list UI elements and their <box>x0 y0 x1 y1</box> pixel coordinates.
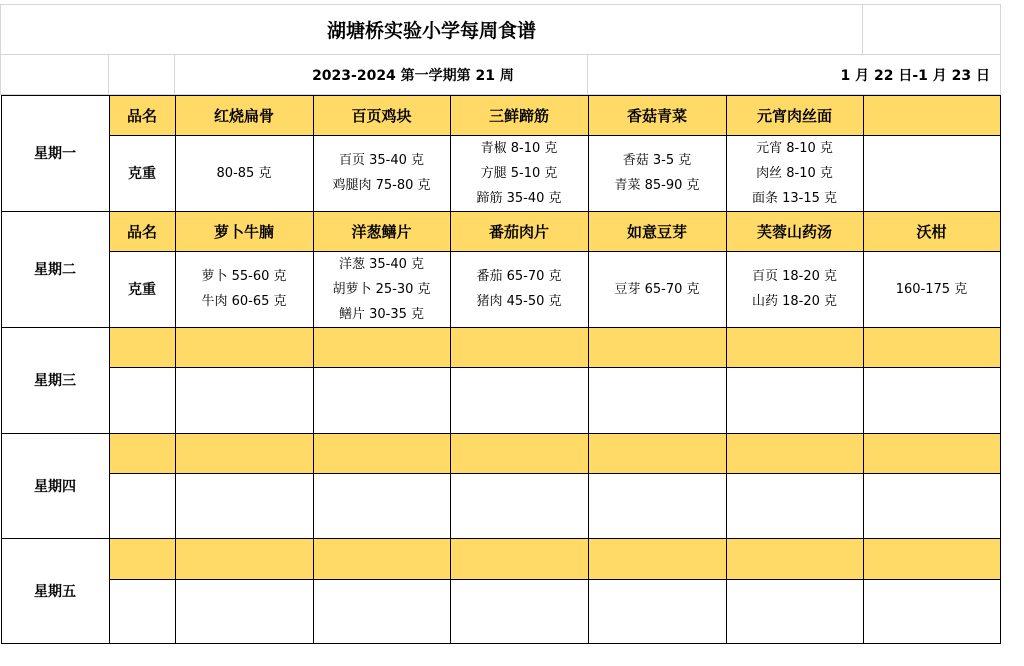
dish-weight-cell <box>450 473 588 538</box>
dish-name-cell <box>588 538 726 579</box>
term-label: 2023-2024 第一学期第 21 周 <box>312 67 514 84</box>
ingredient-weight: 萝卜 55-60 克 <box>201 269 287 284</box>
dish-name-cell <box>313 538 450 579</box>
dish-name: 红烧扁骨 <box>213 106 274 125</box>
page-title: 湖塘桥实验小学每周食谱 <box>326 20 536 42</box>
dish-name: 元宵肉丝面 <box>756 106 832 125</box>
ingredient-weight: 方腿 5-10 克 <box>480 165 558 181</box>
grid-line <box>450 95 451 643</box>
ingredient-weight: 鸡腿肉 75-80 克 <box>332 178 431 193</box>
day-label-cell <box>1 327 109 433</box>
row-label-name <box>109 211 175 251</box>
ingredient-weight: 肉丝 8-10 克 <box>756 165 833 181</box>
dish-weight-cell <box>450 579 588 643</box>
subheader-blank-2 <box>108 54 175 95</box>
term-cell <box>174 54 588 95</box>
ingredient-weight: 80-85 克 <box>216 165 272 181</box>
dish-weight-cell <box>313 135 450 211</box>
dish-weight-cell <box>863 579 1000 643</box>
dish-weight-cell <box>450 251 588 327</box>
grid-line <box>313 95 314 643</box>
dish-weight-cell <box>175 473 313 538</box>
ingredient-weight: 番茄 65-70 克 <box>476 269 562 284</box>
ingredient-weight: 鳝片 30-35 克 <box>338 306 425 322</box>
row-label-weight <box>109 367 175 433</box>
grid-line <box>863 95 864 643</box>
row-label-name <box>109 95 175 135</box>
ingredient-weight: 香菇 3-5 克 <box>622 153 692 168</box>
dish-name-cell <box>175 95 313 135</box>
row-label-name <box>109 327 175 367</box>
dish-name-cell <box>863 433 1000 473</box>
dish-name-cell <box>313 95 450 135</box>
ingredient-weight: 160-175 克 <box>895 281 968 297</box>
date-cell <box>587 54 1001 95</box>
row-label-weight <box>109 473 175 538</box>
dish-weight-cell <box>175 251 313 327</box>
dish-name-cell <box>863 538 1000 579</box>
subheader-blank-1 <box>0 54 109 95</box>
dish-weight-cell <box>863 367 1000 433</box>
dish-name: 芙蓉山药汤 <box>756 222 832 241</box>
row-label-name <box>109 538 175 579</box>
title-cell <box>0 4 863 55</box>
dish-name-cell <box>313 211 450 251</box>
day-label-cell <box>1 538 109 643</box>
dish-name-cell <box>313 327 450 367</box>
dish-weight-cell <box>726 251 863 327</box>
grid-line <box>1 211 1001 212</box>
grid-line <box>175 95 176 643</box>
dish-name-cell <box>175 538 313 579</box>
dish-name: 萝卜牛腩 <box>213 222 274 241</box>
dish-weight-cell <box>313 367 450 433</box>
dish-name: 洋葱鳝片 <box>351 222 412 241</box>
dish-name: 三鲜蹄筋 <box>488 106 549 125</box>
dish-weight-cell <box>175 135 313 211</box>
ingredient-weight: 山药 18-20 克 <box>751 294 838 309</box>
dish-name: 香菇青菜 <box>626 106 687 125</box>
ingredient-weight: 牛肉 60-65 克 <box>201 294 287 309</box>
dish-weight-cell <box>588 251 726 327</box>
grid-line <box>109 135 1001 136</box>
day-label: 星期一 <box>34 146 76 162</box>
grid-line <box>1 327 1001 328</box>
dish-weight-cell <box>450 367 588 433</box>
dish-name-cell <box>588 211 726 251</box>
grid-line <box>109 367 1001 368</box>
dish-name-cell <box>450 211 588 251</box>
dish-name: 百页鸡块 <box>351 106 412 125</box>
dish-weight-cell <box>588 579 726 643</box>
dish-name: 如意豆芽 <box>626 222 687 241</box>
dish-name-cell <box>726 95 863 135</box>
ingredient-weight: 胡萝卜 25-30 克 <box>332 281 431 297</box>
day-label-cell <box>1 211 109 327</box>
ingredient-weight: 豆芽 65-70 克 <box>614 281 700 297</box>
dish-name-cell <box>588 433 726 473</box>
grid-line <box>1 95 1001 96</box>
dish-weight-cell <box>175 367 313 433</box>
row-label-weight <box>109 251 175 327</box>
grid-line <box>109 473 1001 474</box>
ingredient-weight: 元宵 8-10 克 <box>756 140 833 156</box>
grid-line <box>1 433 1001 434</box>
dish-weight-cell <box>863 135 1000 211</box>
name-label: 品名 <box>126 106 157 125</box>
dish-weight-cell <box>313 251 450 327</box>
day-label: 星期三 <box>34 373 76 389</box>
dish-weight-cell <box>863 473 1000 538</box>
day-label: 星期五 <box>34 583 76 600</box>
dish-name-cell <box>726 327 863 367</box>
dish-name-cell <box>450 433 588 473</box>
grid-line <box>588 95 589 643</box>
day-label-cell <box>1 95 109 211</box>
dish-name-cell <box>450 538 588 579</box>
dish-name-cell <box>726 538 863 579</box>
dish-name-cell <box>726 211 863 251</box>
ingredient-weight: 面条 13-15 克 <box>751 190 838 206</box>
dish-name-cell <box>450 95 588 135</box>
dish-name-cell <box>863 95 1000 135</box>
dish-weight-cell <box>175 579 313 643</box>
dish-name-cell <box>313 433 450 473</box>
dish-weight-cell <box>863 251 1000 327</box>
ingredient-weight: 百页 18-20 克 <box>751 269 838 284</box>
date-range: 1 月 22 日-1 月 23 日 <box>840 67 990 84</box>
day-label-cell <box>1 433 109 538</box>
dish-weight-cell <box>588 135 726 211</box>
dish-name-cell <box>450 327 588 367</box>
grid-line <box>109 95 110 643</box>
dish-weight-cell <box>726 473 863 538</box>
dish-name-cell <box>175 433 313 473</box>
grid-line <box>726 95 727 643</box>
day-label: 星期四 <box>34 478 76 495</box>
row-label-weight <box>109 579 175 643</box>
dish-weight-cell <box>726 367 863 433</box>
row-label-name <box>109 433 175 473</box>
ingredient-weight: 青菜 85-90 克 <box>614 178 700 193</box>
ingredient-weight: 洋葱 35-40 克 <box>338 256 425 272</box>
grid-line <box>1 538 1001 539</box>
dish-weight-cell <box>726 135 863 211</box>
grid-line <box>1000 95 1001 643</box>
dish-name-cell <box>863 327 1000 367</box>
row-label-weight <box>109 135 175 211</box>
dish-weight-cell <box>588 367 726 433</box>
ingredient-weight: 百页 35-40 克 <box>338 153 425 168</box>
weight-label: 克重 <box>128 282 156 298</box>
ingredient-weight: 猪肉 45-50 克 <box>476 294 562 309</box>
dish-weight-cell <box>313 473 450 538</box>
ingredient-weight: 蹄筋 35-40 克 <box>476 190 562 206</box>
dish-name-cell <box>588 95 726 135</box>
dish-name: 番茄肉片 <box>488 222 549 241</box>
dish-name: 沃柑 <box>916 222 947 241</box>
day-label: 星期二 <box>34 262 76 278</box>
dish-weight-cell <box>313 579 450 643</box>
dish-weight-cell <box>726 579 863 643</box>
dish-name-cell <box>863 211 1000 251</box>
ingredient-weight: 青椒 8-10 克 <box>480 140 558 156</box>
dish-weight-cell <box>450 135 588 211</box>
dish-name-cell <box>588 327 726 367</box>
grid-line <box>109 251 1001 252</box>
weight-label: 克重 <box>128 166 156 182</box>
dish-name-cell <box>175 211 313 251</box>
dish-name-cell <box>175 327 313 367</box>
title-side-cell <box>862 4 1001 55</box>
dish-weight-cell <box>588 473 726 538</box>
grid-line <box>1 95 2 643</box>
grid-line <box>109 579 1001 580</box>
name-label: 品名 <box>126 222 157 241</box>
dish-name-cell <box>726 433 863 473</box>
grid-line <box>1 643 1001 644</box>
